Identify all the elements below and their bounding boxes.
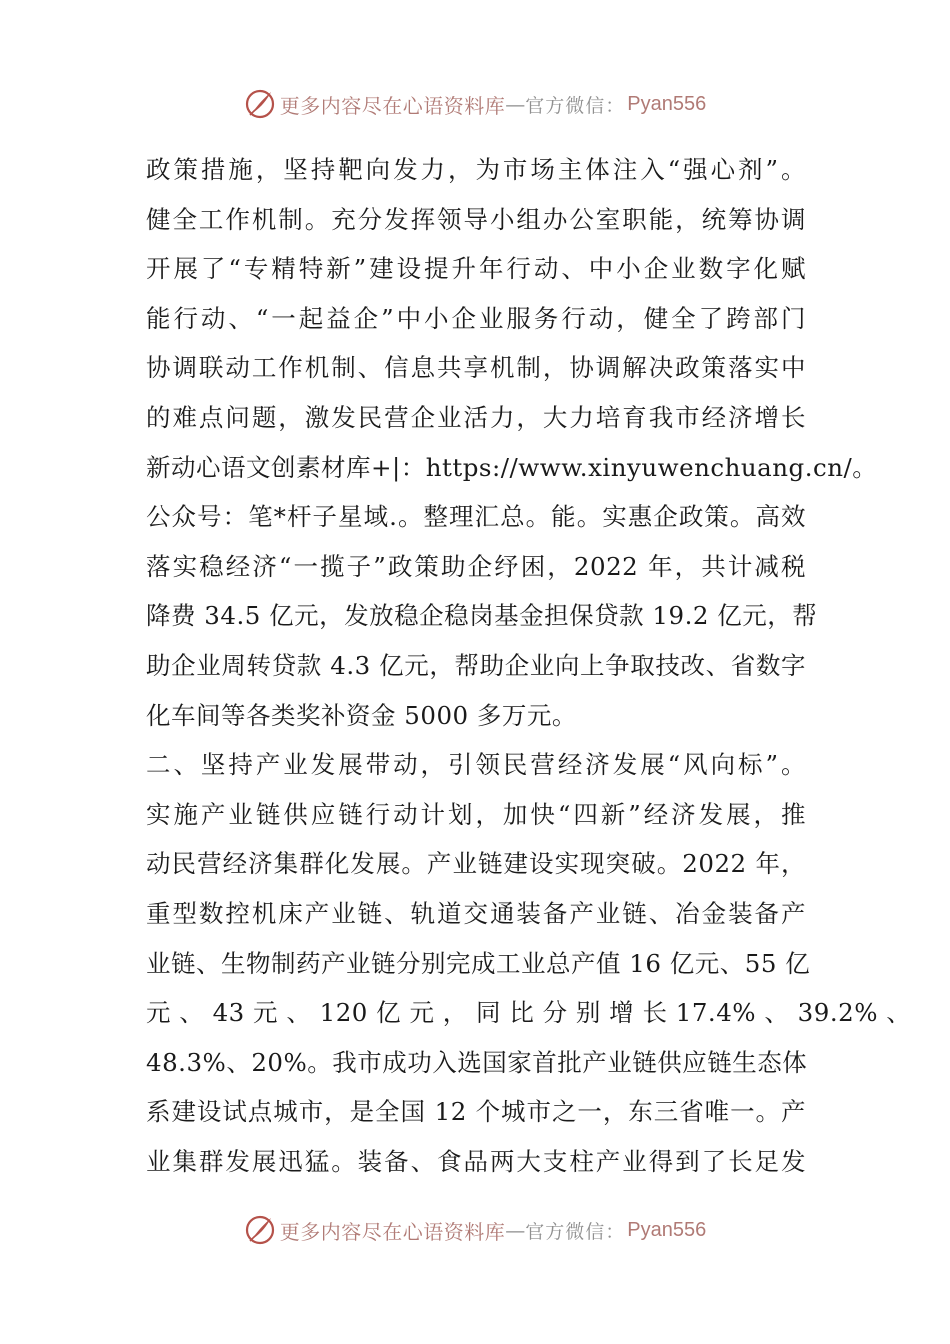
banner-site-name: 更多内容尽在心语资料库	[279, 93, 506, 118]
document-body	[146, 145, 912, 1186]
text-line: 48.3%、20%。我市成功入选国家首批产业链供应链生态体	[146, 1047, 808, 1077]
banner-wechat-label: 官方微信：	[525, 94, 626, 117]
banner-wechat-id: Pyan556	[627, 1218, 707, 1241]
text-line: 重型数控机床产业链、轨道交通装备产业链、冶金装备产	[146, 898, 806, 928]
text-line: 开展了“专精特新”建设提升年行动、中小企业数字化赋	[146, 254, 806, 284]
section-heading-line: 二、坚持产业发展带动，引领民营经济发展“风向标”。	[146, 750, 806, 780]
text-line: 的难点问题，激发民营企业活力，大力培育我市经济增长	[146, 402, 806, 432]
text-line: 政策措施，坚持靶向发力，为市场主体注入“强心剂”。	[146, 155, 806, 184]
footer-watermark-banner	[0, 1210, 950, 1250]
text-line: 系建设试点城市，是全国 12 个城市之一，东三省唯一。产	[146, 1097, 806, 1127]
banner-wechat-label: 官方微信：	[525, 1220, 626, 1243]
banner-separator: —	[505, 1218, 526, 1242]
text-line: 动民营经济集群化发展。产业链建设实现突破。2022 年，	[146, 849, 806, 879]
text-line: 业集群发展迅猛。装备、食品两大支柱产业得到了长足发	[146, 1146, 806, 1176]
text-line: 助企业周转贷款 4.3 亿元，帮助企业向上争取技改、省数字	[146, 650, 806, 680]
text-line: 落实稳经济“一揽子”政策助企纾困，2022 年，共计减税	[146, 551, 806, 581]
banner-site-name: 更多内容尽在心语资料库	[279, 1219, 506, 1244]
text-line: 降费 34.5 亿元，发放稳企稳岗基金担保贷款 19.2 亿元，帮	[146, 601, 818, 631]
text-line-url: 新动心语文创素材库+|：https://www.xinyuwenchuang.cn/。	[146, 452, 878, 482]
text-line: 协调联动工作机制、信息共享机制，协调解决政策落实中	[146, 353, 806, 383]
text-line: 实施产业链供应链行动计划，加快“四新”经济发展，推	[146, 799, 806, 829]
text-line: 能行动、“一起益企”中小企业服务行动，健全了跨部门	[146, 303, 806, 333]
quill-logo-icon	[244, 1214, 276, 1246]
text-line: 元 、 43 元 、 120 亿 元 ， 同 比 分 别 增 长 17.4% 、 39.2% 、	[146, 998, 912, 1028]
text-line: 化车间等各类奖补资金 5000 多万元。	[146, 700, 577, 730]
banner-wechat-id: Pyan556	[627, 92, 707, 115]
quill-logo-icon	[244, 88, 276, 120]
banner-separator: —	[505, 92, 526, 116]
text-line: 公众号：笔*杆子星域.。整理汇总。能。实惠企政策。高效	[146, 502, 806, 532]
header-watermark-banner	[0, 84, 950, 124]
text-line: 业链、生物制药产业链分别完成工业总产值 16 亿元、55 亿	[146, 948, 811, 978]
text-line: 健全工作机制。充分发挥领导小组办公室职能，统筹协调	[146, 204, 806, 234]
